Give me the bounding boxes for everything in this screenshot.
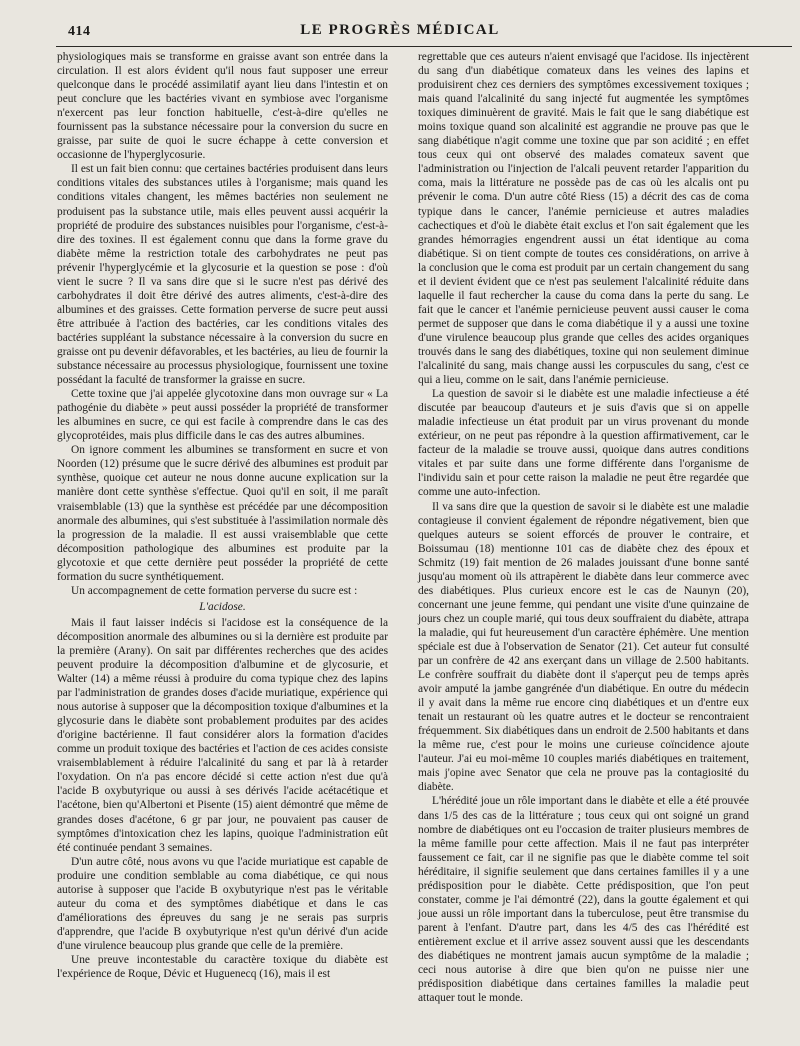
page-number: 414	[68, 24, 91, 39]
paragraph: physiologiques mais se transforme en graisse avant son entrée dans la circulation. Il est alors évident qu'il nous faut supposer une erreur quelconque dans le procédé assimilatif ayant lieu dans l'intestin et on peut conclure que les bactéries vivant en symbiose avec l'organisme n'exercent pas leur fonction habituelle, c'est-à-dire qu'elles ne fournissent pas la substance nécessaire pour la conversion du sucre en graisse, par suite de quoi le sucre échappe à cette conversion et occasionne de l'hyperglycosurie.	[57, 51, 388, 162]
left-column	[57, 50, 388, 981]
paragraph: D'un autre côté, nous avons vu que l'acide muriatique est capable de produire une condition semblable au coma diabétique, ce qui nous autorise à supposer que l'acide B oxybutyrique n'est pas le véritable auteur du coma et des symptômes diabétique et dans le cas d'améliorations des épreuves du sang je ne serais pas surpris d'apprendre, que l'acide B oxybutyrique n'est qu'un dérivé d'un acide d'une virulence beaucoup plus grande que celle de la première.	[57, 855, 388, 952]
section-heading: L'acidose.	[199, 600, 246, 613]
page-header	[0, 14, 800, 44]
paragraph: Mais il faut laisser indécis si l'acidose est la conséquence de la décomposition anormale des albumines ou si la dernière est produite par la première (Arany). On sait par différentes recherches que des acides peuvent produire la décomposition d'albumine et de glycosurie, et Walter (14) a même réussi à produire du coma typique chez des lapins par l'administration de grandes doses d'acide muriatique, expérience qui nous autorise à supposer que la décomposition toxique d'albumines et la glycosurie dans le diabète sont probablement produites par des acides d'origine bactérienne. Il faut considérer alors la formation d'acides comme un produit toxique des bactéries et l'action de ces acides consiste vraisemblablement à réduire l'alcalinité du sang et par là à retarder l'oxydation. On n'a pas encore décidé si cette action n'est due qu'à l'acide B oxybutyrique ou aussi à ses dérivés l'acide acétacétique et l'acétone, bien qu'Albertoni et Pisente (15) aient démontré que même de grandes doses d'acétone, 6 gr par jour, ne pouvaient pas causer de symptômes d'intoxication chez les lapins, quoique l'administration eût été continuée pendant 3 semaines.	[57, 616, 388, 854]
paragraph: La question de savoir si le diabète est une maladie infectieuse a été discutée par beaucoup d'auteurs et je suis d'avis que si on appelle maladie infectieuse un état produit par un virus provenant du monde extérieur, on ne peut pas répondre à la question affirmativement, car le facteur de la maladie se trouve aussi, quoique dans autres conditions vitales et par suite dans une forme différente dans l'organisme de l'individu sain et pour cette raison la maladie ne peut être regardée que comme une auto-infection.	[418, 388, 749, 499]
paragraph: Il va sans dire que la question de savoir si le diabète est une maladie contagieuse il convient également de répondre négativement, bien que quelques auteurs se soient efforcés de prouver le contraire, et Boissumau (18) mentionne 101 cas de diabète chez des époux et Schmitz (19) fait mention de 26 malades jouissant d'une bonne santé jusqu'au moment où ils attrapèrent le diabète dans leur commerce avec des diabétiques. Plus curieux encore est le cas de Naunyn (20), concernant une jeune femme, qui pendant une visite d'une quinzaine de jours chez un couple marié, qui tous deux souffraient du diabète, attrapa la maladie, qui fut heureusement d'un caractère éphémère. Une mention spéciale est due à l'observation de Senator (21). Cet auteur fut consulté par un confrère de 42 ans exerçant dans un village de 2.500 habitants. Le confrère souffrait du diabète dont il s'aperçut peu de temps après avoir amputé la jambe gangrénée d'un diabétique. En outre du médecin il y avait dans la même rue encore cinq diabétiques et un d'entre eux tenait un restaurant où les quatre autres et le docteur se rencontraient fréquemment. Six diabétiques dans un endroit de 2.500 habitants et dans la même rue, c'est pour le moins une curieuse coïncidence ajoute l'auteur. J'ai eu moi-même 10 couples mariés diabétiques en traitement, mais j'opine avec Senator que cela ne prouve pas la contagiosité du diabète.	[418, 500, 749, 794]
paragraph: Un accompagnement de cette formation perverse du sucre est :	[71, 584, 358, 597]
header-rule	[56, 46, 792, 47]
paragraph: Une preuve incontestable du caractère toxique du diabète est l'expérience de Roque, Dévic et Huguenecq (16), mais il est	[57, 954, 388, 981]
right-column	[418, 50, 749, 1005]
running-title: LE PROGRÈS MÉDICAL	[300, 22, 500, 38]
paragraph: On ignore comment les albumines se transforment en sucre et von Noorden (12) présume que le sucre dérivé des albumines est produit par synthèse, quoique cet auteur ne nous donne aucune explication sur la manière dont cette synthèse s'effectue. Quoi qu'il en soit, il me paraît vraisemblable (13) que la synthèse est précédée par une décomposition anormale des albumines, qui s'est substituée à l'assimilation normale dès la progression de la maladie. Il est aussi vraisemblable que cette décomposition pathologique des albumines est produite par la glycotoxie et que cette dernière peut posséder la propriété de cette formation du sucre synthétiquement.	[57, 444, 388, 583]
paragraph: L'hérédité joue un rôle important dans le diabète et elle a été prouvée dans 1/5 des cas de la littérature ; tous ceux qui ont soigné un grand nombre de diabétiques ont eu l'occasion de traiter plusieurs membres de la même famille pour cette affection. Mais il ne faut pas interpréter faussement ce fait, car il ne signifie pas que le diabète comme tel soit héréditaire, il signifie seulement que dans certaines familles il y a une prédisposition pour le diabète. Cette prédisposition, que l'on peut constater, comme je l'ai démontré (22), dans la goutte également et qui joue aussi un rôle important dans la tuberculose, peut être transmise du parent à l'enfant. D'autre part, dans les 4/5 des cas l'hérédité est entièrement exclue et il arrive assez souvent aussi que les descendants des diabétiques ne montrent jamais aucun symptôme de la maladie ; ceci nous autorise à dire que bien qu'on ne puisse nier une prédisposition diabétique dans certaines familles la maladie peut attaquer tout le monde.	[418, 795, 749, 1005]
paragraph: Cette toxine que j'ai appelée glycotoxine dans mon ouvrage sur « La pathogénie du diabète » peut aussi posséder la propriété de transformer les albumines en sucre, ce qui est facile à comprendre dans le cas des glycoprotéides, mais plus difficile dans le cas des autres albumines.	[57, 388, 388, 443]
paragraph: Il est un fait bien connu: que certaines bactéries produisent dans leurs conditions vitales des substances utiles à l'organisme; mais quand les conditions vitales changent, les mêmes bactéries non seulement ne produisent pas la substance utile, mais elles peuvent aussi acquérir la propriété de produire des substances nuisibles pour l'organisme, c'est-à-dire des toxines. Il est également connu que dans la forme grave du diabète même la restriction totale des carbohydrates ne peut pas prévenir l'hyperglycémie et la glycosurie et la question se pose : d'où vient le sucre ? Il va sans dire que si le sucre n'est pas dérivé des carbohydrates il doit être dérivé des autres aliments, c'est-à-dire des albumines et des graisses. Cette formation perverse de sucre peut aussi être attribuée à l'action des bactéries, car les conditions vitales des bactéries suppléant la substance nécessaire à la conversion du sucre en graisse ont pu devenir défavorables, et les bactéries, au lieu de fournir la substance nécessaire au processus physiologique, fournissent une toxine possédant la faculté de transformer la graisse en sucre.	[57, 163, 388, 387]
paragraph: regrettable que ces auteurs n'aient envisagé que l'acidose. Ils injectèrent du sang d'un diabétique comateux dans les veines des lapins et produisirent chez ces derniers des symptômes excessivement toxiques ; mais quand l'alcalinité du sang injecté fut augmentée les symptômes toxiques diminuèrent de gravité. Mais le fait que le sang diabétique est moins toxique quand son alcalinité est aggrandie ne prouve pas que le sang diabétique n'agit comme une toxine que par son acidité ; en effet tous ceux qui ont observé des malades comateux savent que l'administration ou l'injection de l'alcali peuvent retarder l'apparition du coma, mais la littérature ne possède pas de cas où les alcalis ont pu prévenir le coma. D'un autre côté Riess (15) a décrit des cas de coma typique dans le cancer, l'anémie pernicieuse et autres maladies cachectiques et d'où le diabète était exclus et l'on sait également que les grandes hémorragies engendrent aussi un état identique au coma diabétique. Si on tient compte de toutes ces considérations, on arrive à la conclusion que le coma est produit par un certain changement du sang et il devient évident que ce n'est pas seulement l'alcalinité réduite dans laquelle il faut rechercher la cause du coma dans la perte du sang. Le fait que le cancer et l'anémie pernicieuse peuvent aussi causer le coma permet de supposer que dans le coma diabétique il y a aussi une toxine d'une virulence beaucoup plus grande que celles des acides organiques trouvés dans le sang des diabétiques, toxine qui non seulement diminue l'alcalinité du sang, mais change aussi les corpuscules du sang, c'est ce qui a lieu, comme on le sait, dans l'anémie pernicieuse.	[418, 51, 749, 387]
